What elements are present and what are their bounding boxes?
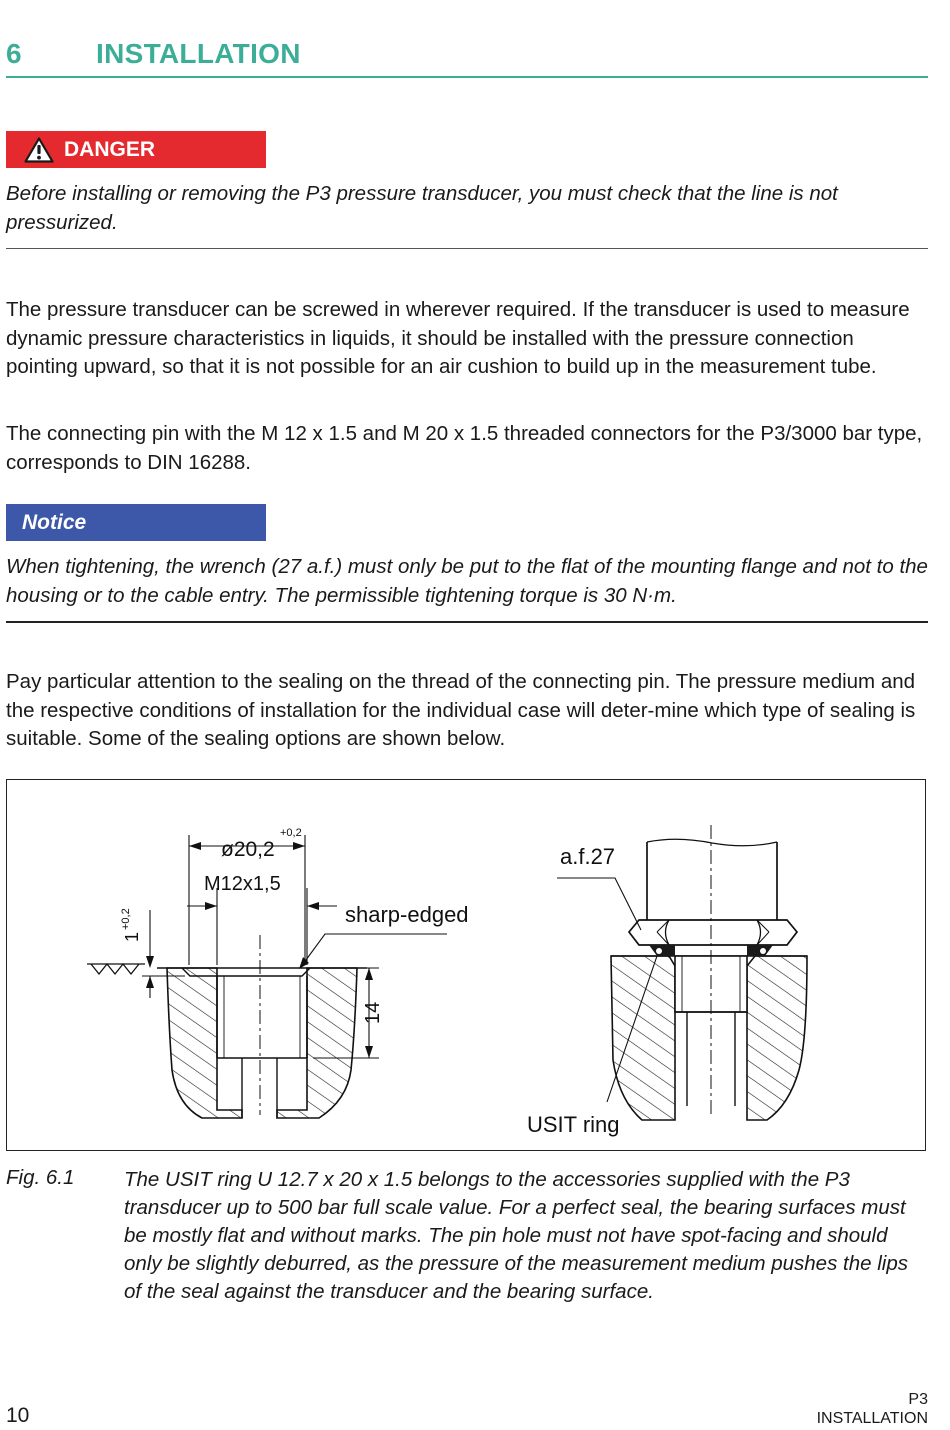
sealing-paragraph: Pay particular attention to the sealing on the thread of the connecting pin. The pressure medium and the respective conditions of installation for the individual case will deter-mine which type of sealing is suitable. Some of the sealing options are shown below. (6, 670, 916, 750)
section-number: 6 (6, 38, 22, 69)
notice-label: Notice (22, 510, 87, 534)
notice-banner (6, 504, 266, 541)
footer-running-header (817, 1390, 928, 1428)
section-title: INSTALLATION (96, 38, 301, 69)
af-label: a.f.27 (560, 844, 616, 869)
depth-label: 1 (122, 931, 142, 942)
figure-caption-text: The USIT ring U 12.7 x 20 x 1.5 belongs to the accessories supplied with the P3 transducer up to 500 bar full scale value. For a perfect seal, the bearing surfaces must be mostly flat and without marks. The pin hole must not have spot-facing and should only be slightly deburred, as the pressure of the measurement medium pushes the lips of the seal against the transducer and the bearing surface. (124, 1168, 908, 1303)
footer-product: P3 (908, 1391, 928, 1408)
length-label: 14 (362, 1001, 384, 1024)
section-heading (6, 38, 928, 78)
right-usit-drawing (527, 825, 807, 1137)
left-bore-drawing (87, 827, 469, 1118)
danger-text: Before installing or removing the P3 pressure transducer, you must check that the line is not pressurized. (6, 182, 838, 234)
warning-triangle-icon (24, 137, 54, 163)
intro-paragraph-2: The connecting pin with the M 12 x 1.5 and M 20 x 1.5 threaded connectors for the P3/3000 bar type, corresponds to DIN 16288. (6, 422, 923, 474)
danger-banner (6, 131, 266, 168)
depth-tolerance: +0,2 (120, 908, 132, 930)
footer-chapter: INSTALLATION (816, 1410, 928, 1427)
thread-label: M12x1,5 (204, 873, 281, 895)
danger-divider (6, 248, 928, 249)
danger-label: DANGER (64, 137, 156, 161)
sealing-figure (6, 779, 926, 1151)
usit-ring-label: USIT ring (527, 1112, 620, 1137)
page-number: 10 (6, 1404, 30, 1427)
figure-caption-label: Fig. 6.1 (6, 1166, 75, 1189)
notice-text: When tightening, the wrench (27 a.f.) must only be put to the flat of the mounting flange and not to the housing or to the cable entry. The permissible tightening torque is 30 N·m. (6, 555, 928, 607)
notice-divider (6, 621, 928, 623)
sealing-drawing (7, 780, 925, 1150)
diameter-tolerance: +0,2 (280, 827, 302, 839)
intro-paragraph-1: The pressure transducer can be screwed in wherever required. If the transducer is used to measure dynamic pressure characteristics in liquids, it should be installed with the pressure connection pointing upward, so that it is not possible for an air cushion to build up in the measurement tube. (6, 298, 910, 378)
surface-finish-icon (87, 964, 145, 974)
diameter-label: ø20,2 (221, 838, 275, 861)
sharp-edged-label: sharp-edged (345, 902, 469, 927)
